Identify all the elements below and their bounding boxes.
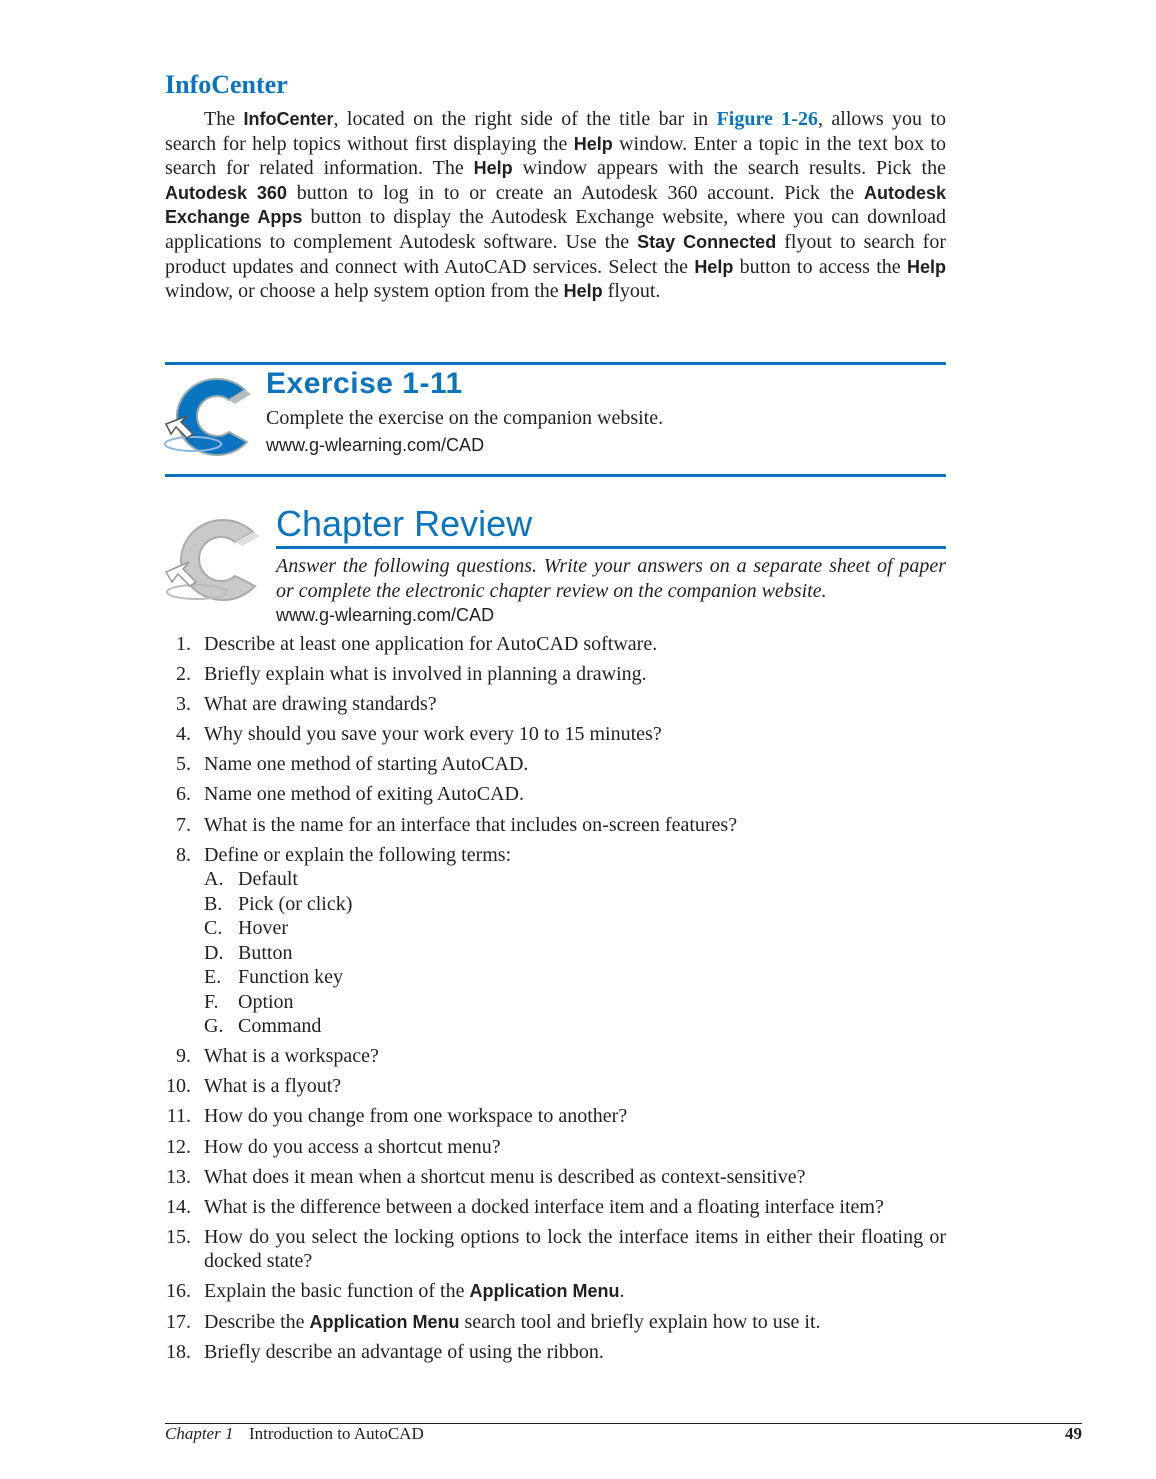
- text-run: Why should you save your work every 10 to 15 minutes?: [204, 723, 662, 746]
- companion-website-c-icon: [163, 372, 255, 460]
- term-item: [204, 916, 946, 941]
- term-text: Pick (or click): [238, 892, 353, 915]
- question-text: [204, 783, 524, 805]
- question-item: [165, 662, 946, 687]
- bold-term: Help: [573, 133, 613, 154]
- term-item: [204, 990, 946, 1015]
- text-run: What is the name for an interface that includes on-screen features?: [204, 813, 738, 836]
- text-run: flyout to search for product updates and connect with AutoCAD services. Select the: [165, 230, 946, 278]
- question-text: [204, 693, 437, 715]
- text-run: Describe at least one application for AutoCAD software.: [204, 633, 658, 655]
- question-text: [204, 1075, 341, 1097]
- footer-chapter: Chapter 1: [165, 1424, 234, 1443]
- term-item: [204, 892, 946, 917]
- term-letter: G.: [204, 1015, 224, 1038]
- question-item: [165, 692, 946, 717]
- exercise-top-rule: [165, 362, 946, 365]
- section-heading-infocenter: InfoCenter: [165, 70, 288, 99]
- question-number: 13.: [166, 1165, 191, 1188]
- bold-term: InfoCenter: [243, 109, 334, 129]
- question-number: 4.: [176, 723, 191, 746]
- term-text: Command: [238, 1015, 322, 1038]
- text-run: Name one method of exiting AutoCAD.: [204, 783, 524, 806]
- bold-term: Help: [906, 256, 946, 277]
- question-text: [204, 663, 647, 685]
- text-run: What is a workspace?: [204, 1045, 379, 1068]
- question-item: [165, 1104, 946, 1129]
- bold-term: Application Menu: [469, 1281, 620, 1302]
- term-text: Option: [238, 990, 294, 1013]
- question-text: [204, 1166, 805, 1188]
- question-number: 2.: [176, 663, 191, 686]
- term-text: Default: [238, 868, 298, 891]
- term-text: Button: [238, 941, 293, 964]
- question-number: 12.: [166, 1135, 191, 1158]
- text-run: , allows you to search for help topics without first displaying the: [165, 108, 946, 155]
- question-number: 5.: [176, 753, 191, 776]
- question-text: [204, 814, 737, 836]
- text-run: window appears with the search results. Pick the: [512, 157, 946, 180]
- question-number: 10.: [166, 1075, 191, 1098]
- question-item: [165, 1279, 946, 1304]
- question-item: [165, 1195, 946, 1220]
- question-text: [204, 1311, 821, 1333]
- chapter-review-title: Chapter Review: [276, 503, 533, 544]
- text-run: window, or choose a help system option from the: [165, 280, 564, 303]
- footer-chapter-title: Introduction to AutoCAD: [249, 1424, 424, 1443]
- text-run: The: [204, 108, 244, 130]
- question-item: [165, 843, 946, 1039]
- text-run: How do you change from one workspace to another?: [204, 1105, 628, 1128]
- question-number: 17.: [166, 1310, 191, 1333]
- text-run: What does it mean when a shortcut menu is described as context-sensitive?: [204, 1165, 806, 1188]
- infocenter-paragraph: [165, 107, 946, 304]
- question-text: [204, 1280, 624, 1302]
- question-item: [165, 752, 946, 777]
- question-item: [165, 722, 946, 747]
- text-run: What is a flyout?: [204, 1075, 342, 1098]
- footer-page-number: 49: [1065, 1424, 1082, 1443]
- term-item: [204, 941, 946, 966]
- text-run: Define or explain the following terms:: [204, 843, 512, 866]
- text-run: flyout.: [602, 280, 661, 303]
- exercise-bottom-rule: [165, 474, 946, 477]
- term-letter: F.: [204, 990, 219, 1013]
- text-run: What are drawing standards?: [204, 693, 437, 716]
- text-run: Briefly explain what is involved in planning a drawing.: [204, 663, 647, 686]
- bold-term: Application Menu: [309, 1311, 460, 1332]
- question-text: [204, 1105, 627, 1127]
- question-text: [204, 753, 528, 775]
- chapter-review-intro: Answer the following questions. Write your answers on a separate sheet of paper or complete the electronic chapter review on the companion website.: [276, 555, 946, 602]
- text-run: window. Enter a topic in the text box to search for related information. The: [165, 132, 946, 180]
- question-item: [165, 1044, 946, 1069]
- question-number: 11.: [166, 1105, 191, 1128]
- text-run: .: [619, 1280, 625, 1303]
- question-text: [204, 1045, 379, 1067]
- question-item: [165, 782, 946, 807]
- text-run: How do you access a shortcut menu?: [204, 1135, 501, 1158]
- term-sublist: [204, 867, 946, 1039]
- term-letter: B.: [204, 892, 223, 915]
- text-run: button to display the Autodesk Exchange website, where you can download applications to complement Autodesk software. Use the: [165, 206, 946, 253]
- term-text: Hover: [238, 917, 288, 940]
- text-run: Explain the basic function of the: [204, 1280, 470, 1303]
- question-text: [204, 723, 662, 745]
- question-number: 6.: [176, 783, 191, 806]
- text-run: Describe the: [204, 1310, 310, 1333]
- text-run: How do you select the locking options to lock the interface items in either their floating or docked state?: [204, 1225, 946, 1273]
- question-text: [204, 1341, 604, 1363]
- bold-term: Help: [563, 281, 603, 302]
- exercise-text: Complete the exercise on the companion website.: [266, 407, 664, 429]
- question-item: [165, 1165, 946, 1190]
- question-number: 8.: [176, 843, 191, 866]
- question-number: 1.: [176, 633, 191, 655]
- question-text: [204, 1226, 946, 1273]
- question-item: [165, 1310, 946, 1335]
- question-item: [165, 813, 946, 838]
- question-number: 15.: [166, 1225, 191, 1248]
- text-run: button to access the: [733, 255, 907, 278]
- text-run: search tool and briefly explain how to use it.: [459, 1310, 821, 1333]
- question-number: 14.: [166, 1195, 191, 1218]
- text-run: Name one method of starting AutoCAD.: [204, 753, 529, 776]
- chapter-review-c-icon: [163, 512, 263, 606]
- term-item: [204, 1014, 946, 1039]
- term-item: [204, 965, 946, 990]
- term-letter: C.: [204, 917, 223, 940]
- bold-term: Stay Connected: [637, 231, 777, 252]
- exercise-url-link[interactable]: www.g-wlearning.com/CAD: [266, 435, 485, 455]
- question-item: [165, 632, 946, 657]
- chapter-review-rule: [276, 546, 946, 549]
- question-item: [165, 1225, 946, 1274]
- text-run: , located on the right side of the title bar in: [333, 108, 717, 130]
- question-number: 7.: [176, 813, 191, 836]
- question-item: [165, 1340, 946, 1365]
- term-letter: E.: [204, 966, 222, 989]
- question-number: 9.: [176, 1045, 191, 1068]
- term-letter: A.: [204, 868, 224, 891]
- term-item: [204, 867, 946, 892]
- question-item: [165, 1074, 946, 1099]
- chapter-review-url-link[interactable]: www.g-wlearning.com/CAD: [276, 605, 495, 625]
- question-number: 16.: [166, 1280, 191, 1303]
- question-text: [204, 844, 511, 866]
- bold-term: Autodesk Exchange Apps: [165, 182, 946, 228]
- figure-link[interactable]: Figure 1-26: [716, 108, 818, 130]
- question-text: [204, 1136, 501, 1158]
- bold-term: Autodesk 360: [165, 182, 287, 203]
- term-letter: D.: [204, 941, 224, 964]
- review-questions-list: [165, 632, 946, 1370]
- text-run: What is the difference between a docked interface item and a floating interface item?: [204, 1195, 884, 1218]
- exercise-title: Exercise 1-11: [266, 367, 463, 400]
- bold-term: Help: [694, 256, 734, 277]
- text-run: Briefly describe an advantage of using the ribbon.: [204, 1340, 604, 1363]
- question-text: [204, 633, 657, 655]
- question-number: 3.: [176, 693, 191, 716]
- term-text: Function key: [238, 966, 343, 989]
- question-text: [204, 1196, 884, 1218]
- bold-term: Help: [473, 158, 513, 179]
- question-item: [165, 1135, 946, 1160]
- text-run: button to log in to or create an Autodesk 360 account. Pick the: [286, 181, 864, 204]
- question-number: 18.: [166, 1340, 191, 1363]
